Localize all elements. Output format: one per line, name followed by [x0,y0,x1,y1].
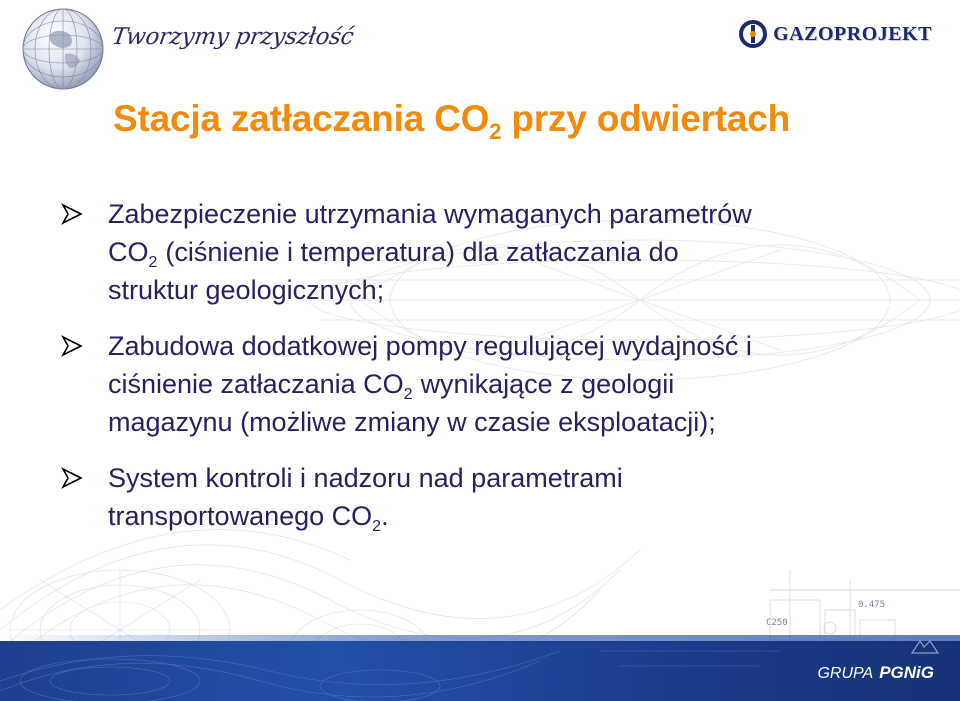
title-subscript: 2 [489,119,502,144]
gazoprojekt-logo-text: GAZOPROJEKT [773,22,932,45]
grupa-brand: PGNiG [879,663,934,682]
wireframe-globe-icon [20,6,106,92]
bullet-subscript: 2 [372,518,382,535]
title-prefix: Stacja zatłaczania CO [113,98,490,139]
bullet-text: . [381,501,389,531]
tech-label-dimension: 0.475 [858,600,886,610]
bullet-text: magazynu (możliwe zmiany w czasie eksploatacji); [108,407,716,437]
bullet-subscript: 2 [148,254,158,271]
bullet-line [108,403,900,441]
bullet-line [108,365,900,403]
arrowhead-bullet-icon [60,334,84,358]
gazoprojekt-logo-icon [739,20,767,48]
bullet-text: CO [108,237,149,267]
slide-title [113,98,791,144]
gazoprojekt-logo [739,20,932,48]
title-suffix: przy odwiertach [501,98,791,139]
arrowhead-bullet-icon [60,202,84,226]
bullet-item [0,195,960,309]
bullet-text: struktur geologicznych; [108,275,385,305]
tech-label-part: C250 [766,618,788,628]
bullet-text: System kontroli i nadzoru nad parametrami [108,463,623,493]
bullet-line [108,195,900,233]
bullet-line [108,497,900,535]
signature-tagline: Tworzymy przyszłość [110,24,356,50]
bullet-subscript: 2 [403,386,413,403]
bullet-item [0,327,960,441]
arrowhead-bullet-icon [60,466,84,490]
bullet-text: (ciśnienie i temperatura) dla zatłaczania do [165,237,679,267]
bullet-text: ciśnienie zatłaczania CO [108,369,404,399]
bullet-text: Zabudowa dodatkowej pompy regulującej wydajność i [108,331,752,361]
bullet-text: wynikające z geologii [420,369,675,399]
grupa-label: GRUPA [817,665,874,682]
footer-wireframe [0,641,960,701]
bullet-item [0,459,960,535]
header [0,0,960,95]
grupa-pgnig-logo [817,663,934,683]
bullet-text: transportowanego CO [108,501,373,531]
bullet-line [108,459,900,497]
bullet-line [108,327,900,365]
bullet-list [0,195,960,545]
footer-bar [0,641,960,701]
bullet-text: Zabezpieczenie utrzymania wymaganych parametrów [108,199,752,229]
pgnig-flame-icon [910,639,940,655]
bullet-line [108,271,900,309]
bullet-line [108,233,900,271]
